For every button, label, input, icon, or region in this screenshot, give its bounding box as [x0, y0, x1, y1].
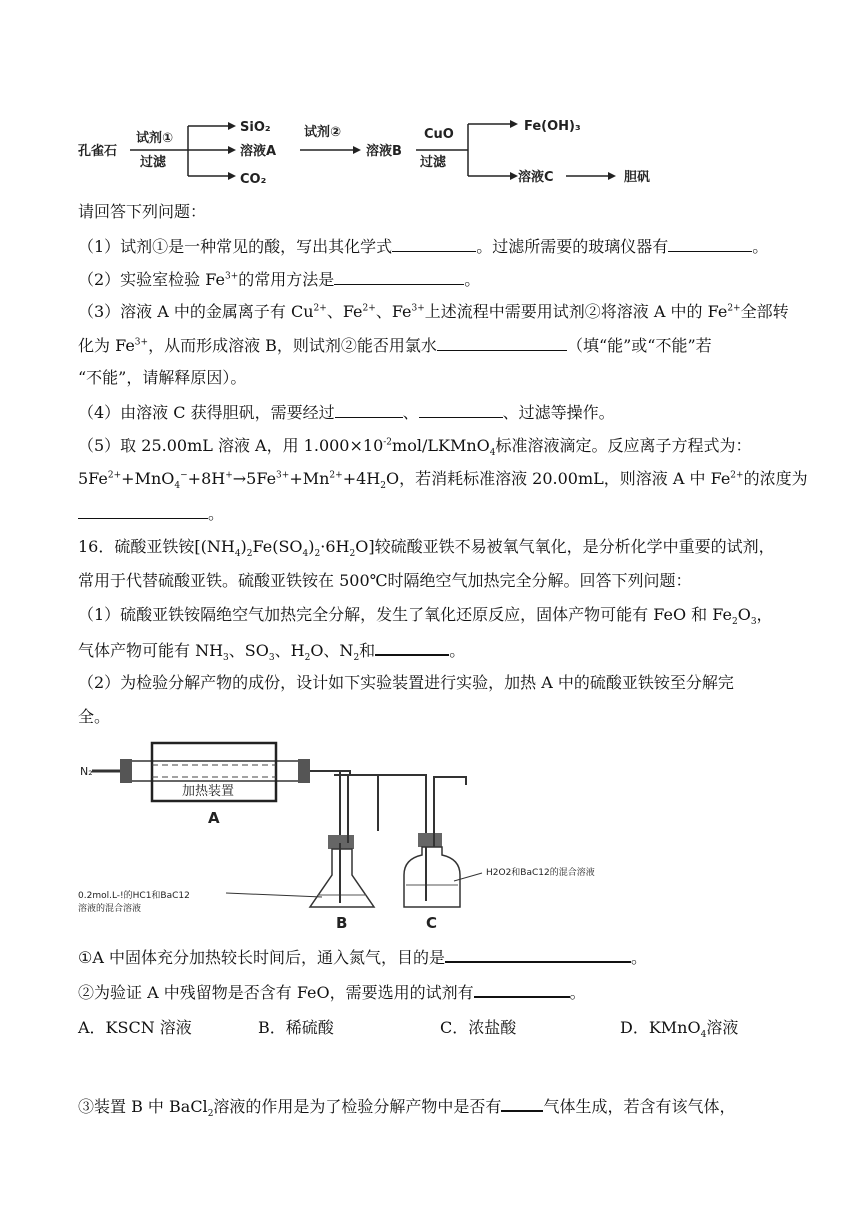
- tube-a-to-b: [310, 771, 340, 843]
- solution-b-label-1: 0.2mol.L-!的HC1和BaC12: [78, 891, 190, 901]
- answer-blank-8[interactable]: [375, 639, 449, 656]
- flow-product: 胆矾: [624, 170, 651, 185]
- solution-b-label-2: 溶液的混合溶液: [78, 904, 142, 914]
- q15-part2: （2）实验室检验 $Fe^{3+}$的常用方法是 。: [78, 270, 481, 289]
- q15-part5-equation: $5Fe^{2+}+MnO_4^-+8H^+\to 5Fe^{3+}+Mn^{2+}+4H_2O$，若消耗标准溶液 20.00mL，则溶液 A 中 $Fe^{2+}$的浓度为: [78, 469, 808, 492]
- flask-b: [310, 849, 374, 907]
- q15-intro: 请回答下列问题：: [78, 202, 207, 221]
- label-c: C: [426, 914, 438, 932]
- q15-part5-line1: （5）取 25.00mL 溶液 A，用 $1.000\times 10^{-2}mol/LKMnO_4$标准溶液滴定。反应离子方程式为：: [78, 436, 752, 459]
- answer-blank-4[interactable]: [437, 335, 567, 351]
- q16-line2: 常用于代替硫酸亚铁。硫酸亚铁铵在 500℃时隔绝空气加热完全分解。回答下列问题：: [78, 571, 692, 590]
- q15-part3-line2: 化为 $Fe^{3+}$，从而形成溶液 B，则试剂②能否用氯水 （填“能”或“不能”若: [78, 336, 712, 355]
- heater-label: 加热装置: [182, 784, 235, 799]
- flow-diagram: [78, 110, 678, 190]
- answer-blank-2[interactable]: [668, 236, 752, 252]
- flow-filter2: 过滤: [420, 155, 447, 170]
- answer-blank-3[interactable]: [334, 269, 464, 285]
- q16-sub1: ①A 中固体充分加热较长时间后，通入氮气，目的是 。: [78, 948, 648, 967]
- label-b: B: [336, 914, 348, 932]
- answer-blank-7[interactable]: [78, 503, 208, 519]
- apparatus-diagram: [78, 735, 638, 935]
- flow-reagent2: 试剂②: [304, 125, 342, 140]
- q15-part4: （4）由溶液 C 获得胆矾，需要经过 、 、过滤等操作。: [78, 403, 615, 422]
- answer-blank-1[interactable]: [392, 236, 476, 252]
- flow-solution-b: 溶液B: [366, 144, 402, 159]
- option-c[interactable]: C．浓盐酸: [440, 1018, 517, 1037]
- q16-line4: 气体产物可能有 $NH_3$、$SO_3$、$H_2O$、$N_2$和 。: [78, 641, 466, 664]
- option-b[interactable]: B．稀硫酸: [258, 1018, 334, 1037]
- answer-blank-9[interactable]: [445, 946, 631, 963]
- q15-part3-line3: “不能”，请解释原因）。: [78, 368, 247, 387]
- apparatus-n2-label: N₂: [80, 765, 93, 778]
- answer-blank-5[interactable]: [335, 402, 403, 418]
- answer-blank-11[interactable]: [501, 1095, 543, 1112]
- label-a: A: [208, 809, 220, 827]
- flow-solution-c: 溶液C: [518, 170, 554, 185]
- q16-sub2: ②为验证 A 中残留物是否含有 FeO，需要选用的试剂有 。: [78, 983, 586, 1002]
- flow-cuo: CuO: [424, 127, 454, 142]
- flow-co2: CO₂: [240, 172, 267, 187]
- flow-start: 孔雀石: [78, 144, 118, 159]
- q15-part3-line1: （3）溶液 A 中的金属离子有 $Cu^{2+}$、$Fe^{2+}$、$Fe^{3+}$上述流程中需要用试剂②将溶液 A 中的 $Fe^{2+}$全部转: [78, 302, 789, 321]
- answer-blank-10[interactable]: [474, 981, 570, 998]
- q16-line5: （2）为检验分解产物的成份，设计如下实验装置进行实验，加热 A 中的硫酸亚铁铵至分解完: [78, 673, 734, 692]
- q16-line6: 全。: [78, 707, 111, 726]
- q16-sub3: ③装置 B 中 BaCl$_2$溶液的作用是为了检验分解产物中是否有 气体生成，若含有该气体，: [78, 1097, 736, 1120]
- bottle-c: [404, 847, 460, 907]
- q15-part1: （1）试剂①是一种常见的酸，写出其化学式 。过滤所需要的玻璃仪器有 。: [78, 237, 769, 256]
- flow-sio2: SiO₂: [240, 120, 271, 135]
- option-a[interactable]: A．KSCN 溶液: [78, 1018, 192, 1037]
- flow-reagent1: 试剂①: [136, 131, 174, 146]
- q16-line1: 16．硫酸亚铁铵$[(NH_4)_2Fe(SO_4)_2\cdot 6H_2O]$较硫酸亚铁不易被氧气氧化，是分析化学中重要的试剂，: [78, 537, 775, 560]
- flow-solution-a: 溶液A: [240, 144, 277, 159]
- q15-part5-answer: 。: [78, 503, 224, 524]
- flow-filter1: 过滤: [140, 155, 167, 170]
- answer-blank-6[interactable]: [419, 402, 503, 418]
- q16-line3: （1）硫酸亚铁铵隔绝空气加热完全分解，发生了氧化还原反应，固体产物可能有 FeO 和 $Fe_2O_3$，: [78, 605, 773, 628]
- flow-feoh3: Fe(OH)₃: [524, 119, 581, 134]
- option-d[interactable]: D．KMnO$_4$溶液: [620, 1018, 739, 1041]
- solution-c-label: H2O2和BaC12的混合溶液: [486, 868, 595, 878]
